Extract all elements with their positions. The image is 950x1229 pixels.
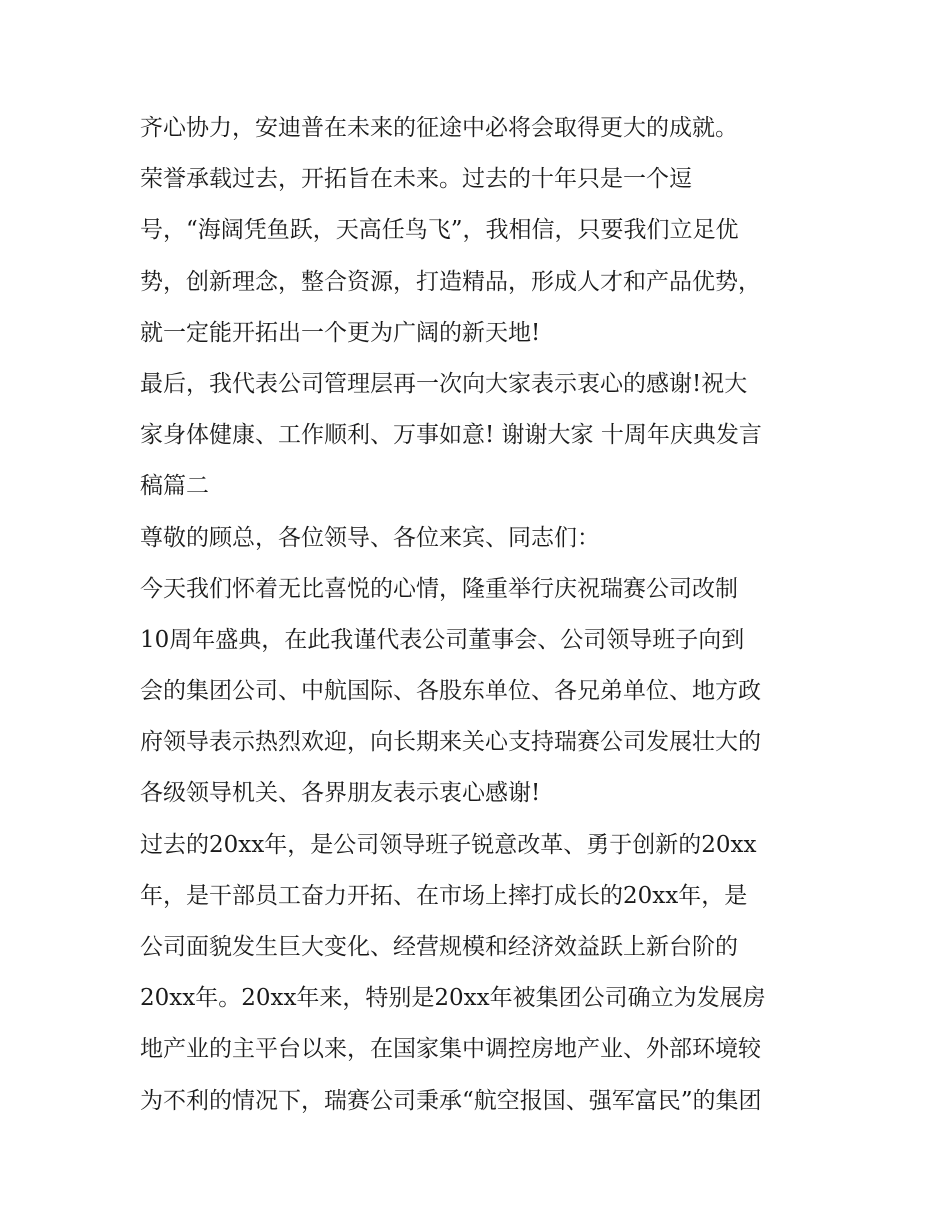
text-line: 最后，我代表公司管理层再一次向大家表示衷心的感谢!祝大 bbox=[140, 370, 748, 397]
text-line: 稿篇二 bbox=[140, 473, 209, 500]
text-line: 齐心协力，安迪普在未来的征途中必将会取得更大的成就。 bbox=[140, 115, 738, 141]
text-line: 家身体健康、工作顺利、万事如意! 谢谢大家 十周年庆典发言 bbox=[140, 422, 762, 449]
text-line: 公司面貌发生巨大变化、经营规模和经济效益跃上新台阶的 bbox=[140, 934, 738, 960]
text-line: 今天我们怀着无比喜悦的心情，隆重举行庆祝瑞赛公司改制 bbox=[140, 575, 738, 602]
text-line: 尊敬的顾总，各位领导、各位来宾、同志们： bbox=[140, 524, 600, 551]
text-line: 荣誉承载过去，开拓旨在未来。过去的十年只是一个逗 bbox=[140, 166, 692, 193]
text-line: 势，创新理念，整合资源，打造精品，形成人才和产品优势， bbox=[140, 268, 761, 295]
text-line: 各级领导机关、各界朋友表示衷心感谢! bbox=[140, 780, 541, 807]
text-line: 会的集团公司、中航国际、各股东单位、各兄弟单位、地方政 bbox=[140, 678, 761, 705]
text-line: 就一定能开拓出一个更为广阔的新天地! bbox=[140, 319, 541, 346]
text-line: 府领导表示热烈欢迎，向长期来关心支持瑞赛公司发展壮大的 bbox=[140, 729, 761, 756]
text-line: 为不利的情况下，瑞赛公司秉承“航空报国、强军富民”的集团 bbox=[140, 1087, 762, 1114]
text-line: 号，“海阔凭鱼跃，天高任鸟飞”，我相信，只要我们立足优 bbox=[140, 217, 739, 244]
text-line: 10周年盛典，在此我谨代表公司董事会、公司领导班子向到 bbox=[140, 626, 745, 653]
text-line: 20xx年。20xx年来，特别是20xx年被集团公司确立为发展房 bbox=[140, 985, 766, 1012]
body-text bbox=[140, 107, 830, 1131]
text-line: 地产业的主平台以来，在国家集中调控房地产业、外部环境较 bbox=[140, 1036, 761, 1063]
text-line: 过去的20xx年，是公司领导班子锐意改革、勇于创新的20xx bbox=[140, 831, 757, 858]
text-line: 年，是干部员工奋力开拓、在市场上摔打成长的20xx年，是 bbox=[140, 882, 748, 909]
